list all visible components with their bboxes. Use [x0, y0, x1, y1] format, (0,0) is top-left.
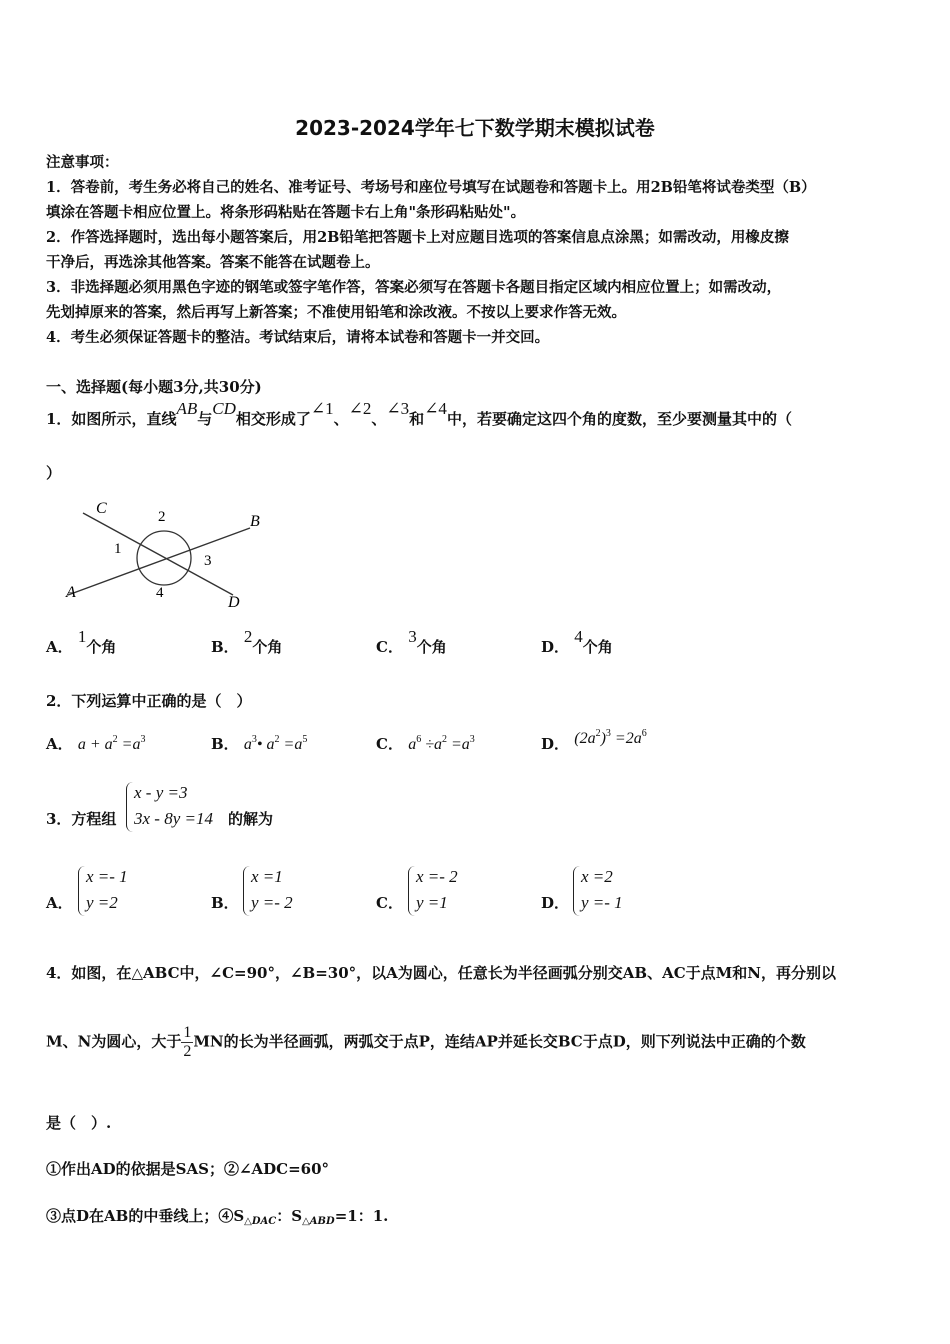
option-number: 3 [408, 627, 417, 646]
notice-line: 干净后，再选涂其他答案。答案不能答在试题卷上。 [46, 254, 380, 271]
exponent: 6 [416, 734, 422, 745]
subscript: △DAC [244, 1216, 277, 1227]
section-heading: 一、选择题(每小题3分,共30分) [46, 378, 262, 396]
exponent: 3 [469, 734, 475, 745]
option-unit: 个角 [86, 638, 117, 656]
brace [573, 866, 580, 916]
solution-y: y =- 2 [251, 893, 293, 912]
q3-option-c[interactable] [408, 864, 458, 916]
label-2: 2 [158, 509, 166, 525]
q4-text: ：S [276, 1207, 303, 1225]
label-d: D [228, 594, 240, 611]
notice-line: 1．答卷前，考生务必将自己的姓名、准考证号、考场号和座位号填写在试题卷和答题卡上。用2B铅笔将试卷类型（B） [46, 179, 816, 196]
solution-x: x =2 [581, 867, 613, 886]
option-number: 2 [243, 627, 253, 646]
q2-option-d[interactable] [541, 728, 647, 754]
q3-system [126, 780, 213, 832]
solution-y: y =2 [86, 893, 118, 912]
expr-part: ) [600, 730, 606, 747]
q2-option-a[interactable] [46, 733, 145, 754]
option-unit: 个角 [252, 638, 283, 656]
question-4-line-3: 是（ ）. [46, 1114, 112, 1132]
expr-part: (2a [574, 730, 596, 747]
fraction-numerator: 1 [183, 1024, 192, 1041]
label-c: C [96, 500, 107, 517]
expr-part: a [408, 736, 417, 753]
page-title: 2023-2024学年七下数学期末模拟试卷 [295, 116, 655, 140]
notice-block [46, 150, 906, 350]
option-letter: A． [46, 638, 73, 656]
option-letter: D． [541, 638, 570, 656]
label-a: A [66, 584, 76, 601]
q3-option-c-letter[interactable]: C． [376, 894, 403, 912]
q3-tail: 的解为 [228, 810, 274, 828]
notice-line: 填涂在答题卡相应位置上。将条形码粘贴在答题卡右上角"条形码粘贴处"。 [46, 204, 526, 221]
option-letter: C． [376, 735, 403, 753]
expr-part: • a [256, 736, 275, 753]
q4-text: =1：1. [334, 1207, 389, 1225]
angle-2: ∠2 [348, 399, 372, 418]
expr-part: ÷a [421, 736, 442, 753]
brace [408, 866, 415, 916]
exponent: 2 [595, 728, 601, 739]
notice-heading: 注意事项： [46, 154, 119, 171]
q1-text: 相交形成了 [235, 410, 311, 428]
fraction-one-half [181, 1024, 193, 1061]
exponent: 3 [251, 734, 257, 745]
q3-option-d[interactable] [573, 864, 623, 916]
option-number: 1 [77, 627, 87, 646]
q1-option-d[interactable] [541, 627, 613, 657]
notice-line: 4．考生必须保证答题卡的整洁。考试结束后，请将本试卷和答题卡一并交回。 [46, 329, 550, 346]
q4-text: ③点D在AB的中垂线上；④S [46, 1207, 245, 1225]
question-4-line-5 [46, 1205, 906, 1227]
option-letter: A． [46, 735, 73, 753]
option-unit: 个角 [582, 638, 613, 656]
question-4-line-4: ①作出AD的依据是SAS；②∠ADC=60° [46, 1160, 330, 1178]
expr-part: =a [446, 736, 470, 753]
q1-option-c[interactable] [376, 627, 447, 657]
exponent: 5 [302, 734, 308, 745]
question-2-stem: 2．下列运算中正确的是（ ） [46, 692, 252, 710]
label-1: 1 [114, 541, 122, 557]
brace [126, 782, 133, 832]
q1-option-a[interactable] [46, 627, 117, 657]
q3-option-a[interactable] [78, 864, 128, 916]
exponent: 2 [112, 734, 118, 745]
equation-2: 3x - 8y =14 [134, 809, 213, 828]
subscript: △ABD [302, 1216, 335, 1227]
question-4-line-2 [46, 1024, 906, 1061]
question-3-label: 3．方程组 [46, 810, 117, 828]
expr-part: =a [279, 736, 303, 753]
q4-text: M、N为圆心，大于 [46, 1032, 182, 1051]
q3-option-b[interactable] [243, 864, 293, 916]
question-1-close: ） [46, 464, 62, 482]
q1-text: 中，若要确定这四个角的度数，至少要测量其中的（ [446, 410, 792, 428]
option-letter: C． [376, 638, 403, 656]
q1-text: 、 [371, 410, 387, 428]
q1-text: 1．如图所示，直线 [46, 410, 177, 428]
q1-option-b[interactable] [211, 627, 283, 657]
label-b: B [250, 513, 260, 530]
notice-line: 3．非选择题必须用黑色字迹的钢笔或签字笔作答，答案必须写在答题卡各题目指定区域内相应位置上；如需改动， [46, 279, 782, 296]
line-ab: AB [176, 399, 198, 418]
exponent: 3 [140, 734, 146, 745]
angle-4: ∠4 [424, 399, 447, 418]
notice-line: 先划掉原来的答案，然后再写上新答案；不准使用铅笔和涂改液。不按以上要求作答无效。 [46, 304, 626, 321]
solution-y: y =1 [416, 893, 448, 912]
q1-text: 和 [409, 410, 425, 428]
q4-text: MN的长为半径画弧，两弧交于点P，连结AP并延长交BC于点D，则下列说法中正确的个数 [193, 1032, 806, 1051]
equation-1: x - y =3 [134, 783, 188, 802]
solution-x: x =- 1 [86, 867, 128, 886]
expr-part: a + a [77, 736, 113, 753]
q2-option-b[interactable] [211, 733, 307, 754]
line-cd: CD [212, 399, 236, 418]
q3-option-d-letter[interactable]: D． [541, 894, 570, 912]
option-unit: 个角 [416, 638, 447, 656]
option-number: 4 [574, 627, 583, 646]
expr-part: =a [117, 736, 141, 753]
fraction-denominator: 2 [183, 1043, 192, 1060]
q3-option-a-letter[interactable]: A． [46, 894, 73, 912]
label-4: 4 [156, 585, 164, 601]
brace [78, 866, 85, 916]
question-1-stem [46, 399, 906, 434]
option-letter: B． [211, 638, 239, 656]
q3-option-b-letter[interactable]: B． [211, 894, 239, 912]
expr-part: =2a [610, 730, 642, 747]
q1-text: 与 [197, 410, 213, 428]
solution-x: x =- 2 [416, 867, 458, 886]
angle-3: ∠3 [386, 399, 410, 418]
exponent: 2 [274, 734, 280, 745]
question-4-line-1: 4．如图，在△ABC中，∠C=90°，∠B=30°，以A为圆心，任意长为半径画弧分别交AB、AC于点M和N，再分别以 [46, 964, 836, 982]
brace [243, 866, 250, 916]
angle-1: ∠1 [310, 399, 334, 418]
intersecting-lines-figure [58, 495, 288, 620]
exponent: 2 [441, 734, 447, 745]
q1-text: 、 [333, 410, 349, 428]
exponent: 3 [605, 728, 611, 739]
label-3: 3 [204, 553, 212, 569]
q2-option-c[interactable] [376, 733, 475, 754]
exponent: 6 [641, 728, 647, 739]
option-letter: D． [541, 735, 570, 753]
solution-x: x =1 [251, 867, 283, 886]
expr-part: a [243, 736, 252, 753]
notice-line: 2．作答选择题时，选出每小题答案后，用2B铅笔把答题卡上对应题目选项的答案信息点涂黑；如需改动，用橡皮擦 [46, 229, 789, 246]
option-letter: B． [211, 735, 239, 753]
solution-y: y =- 1 [581, 893, 623, 912]
